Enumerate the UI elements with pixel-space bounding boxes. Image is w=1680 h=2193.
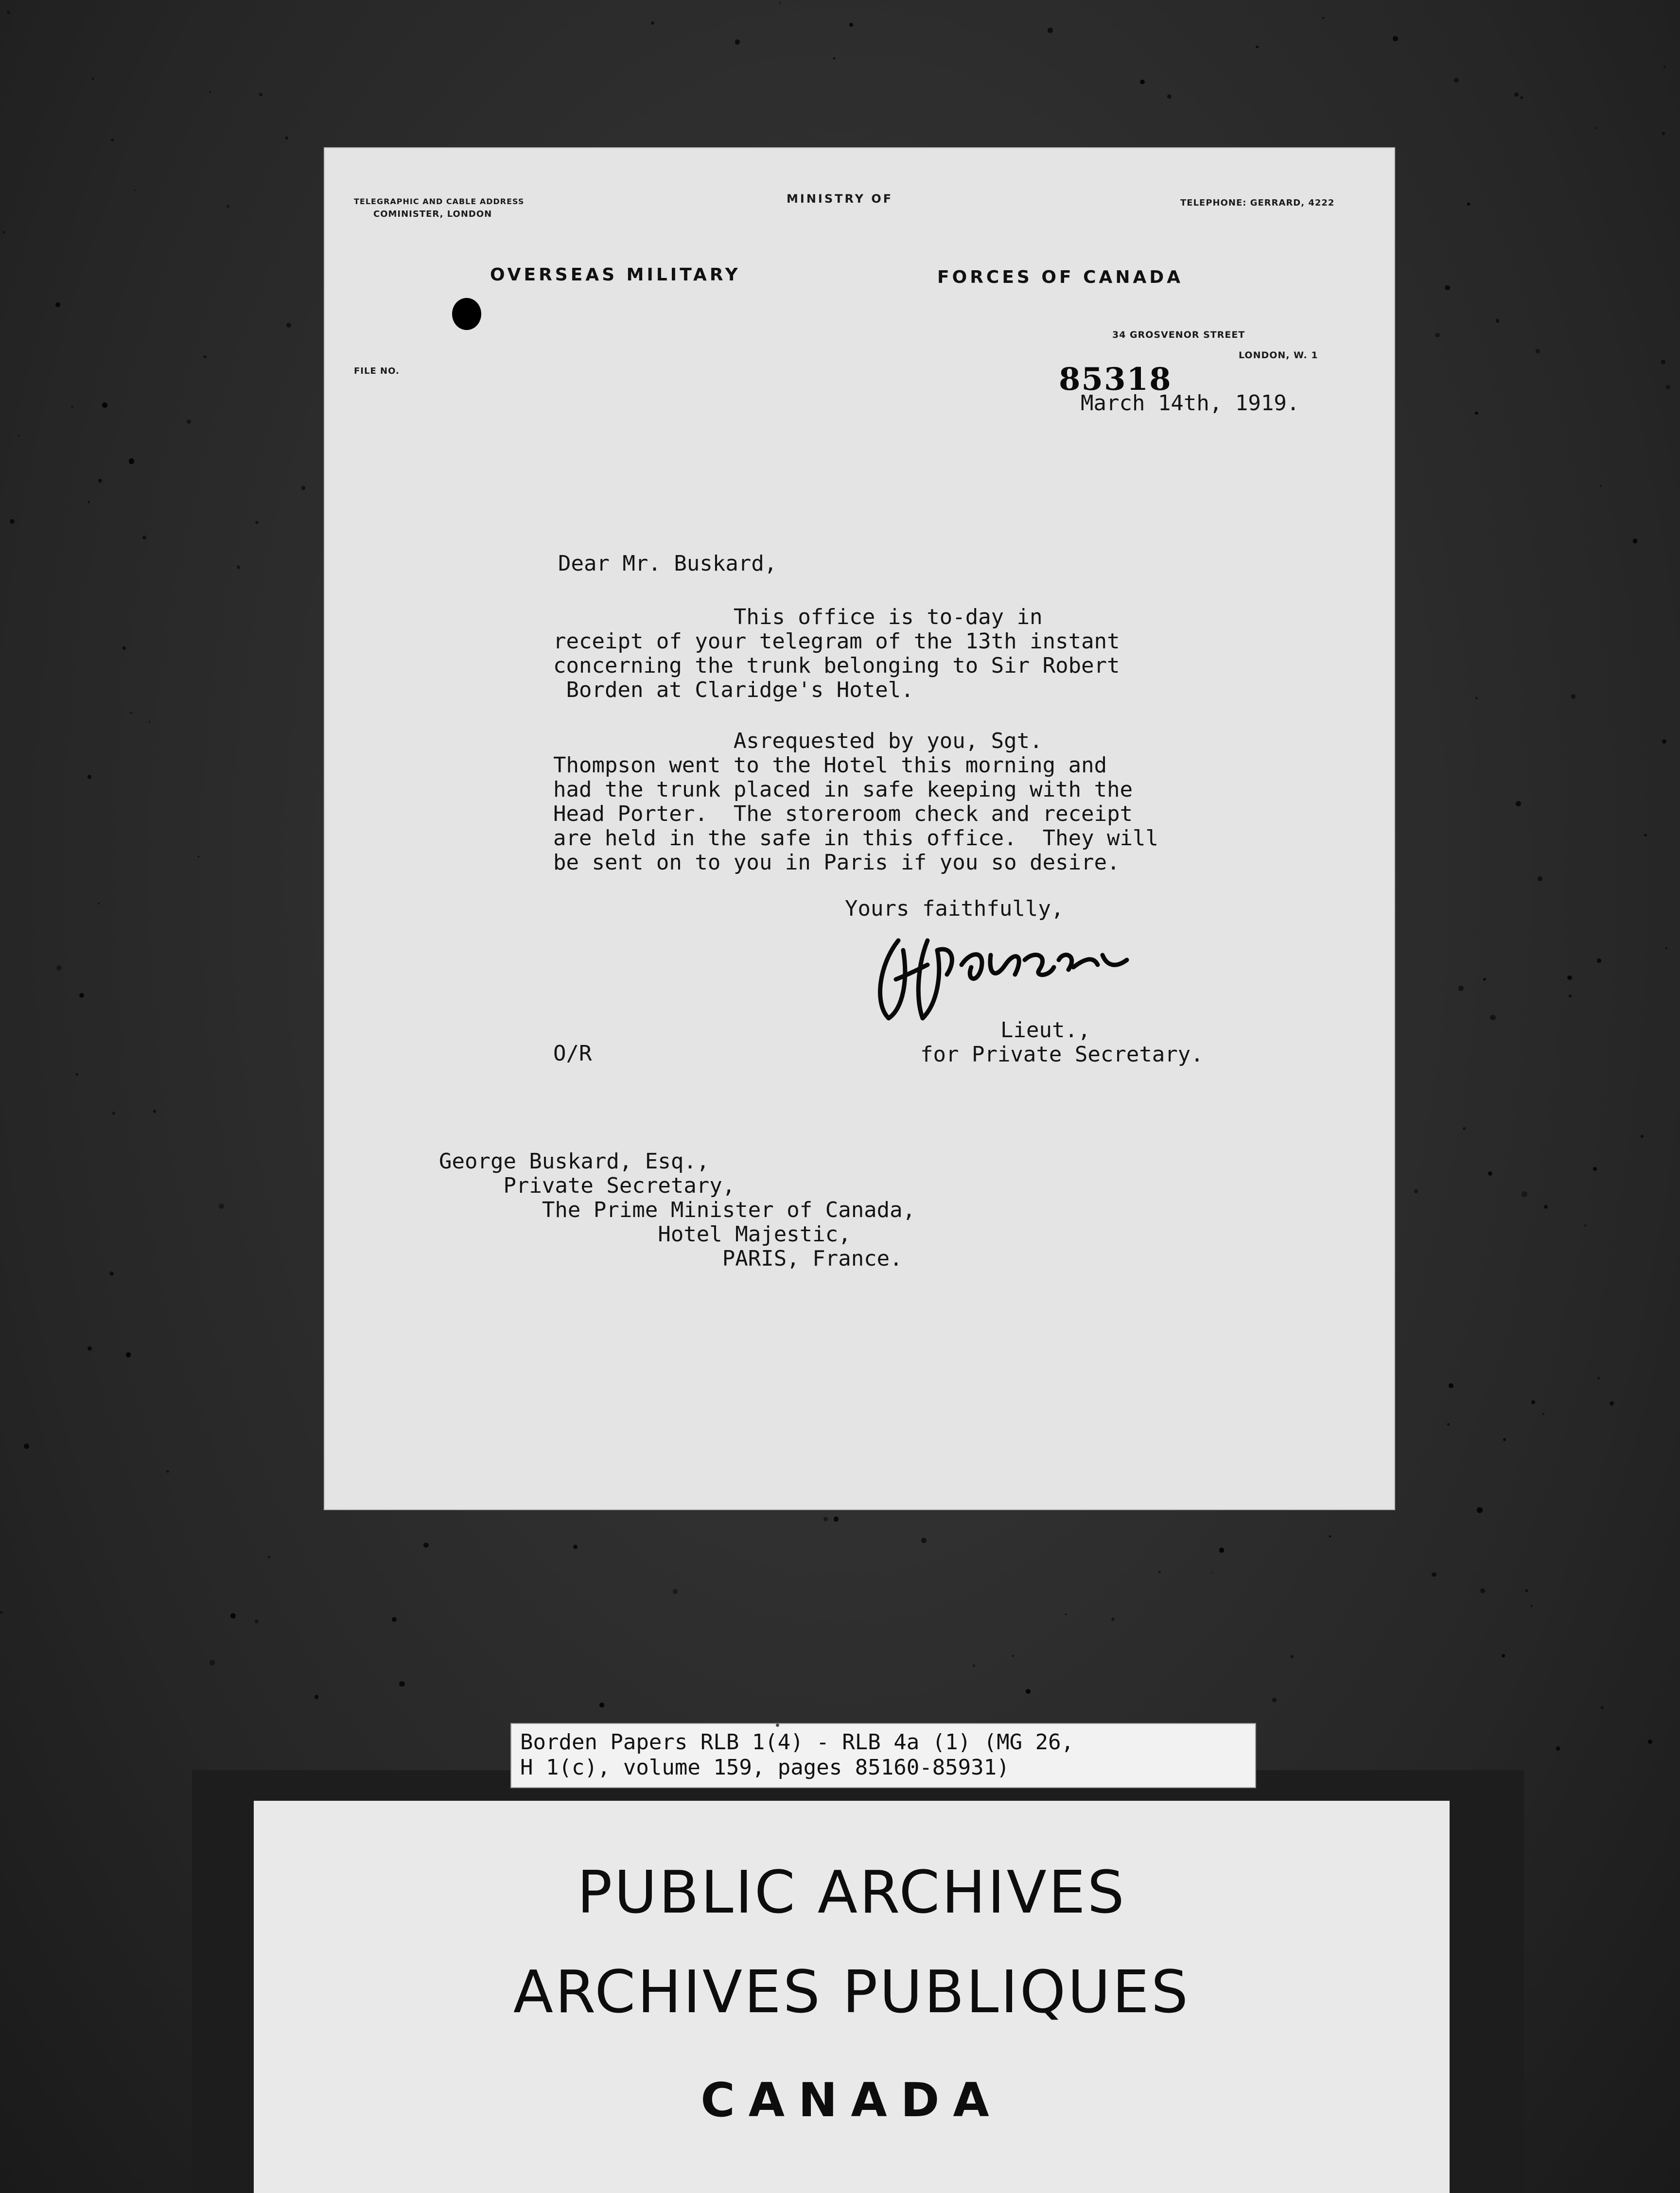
grain-speck xyxy=(599,1703,604,1707)
grain-speck xyxy=(1467,203,1470,206)
page-number-stamp: 85318 xyxy=(1059,361,1172,398)
archive-stamp-line-3: CANADA xyxy=(700,2073,1003,2127)
grain-speck xyxy=(1597,1377,1600,1379)
archive-stamp-line-2: ARCHIVES PUBLIQUES xyxy=(513,1959,1190,2026)
letter-salutation: Dear Mr. Buskard, xyxy=(558,551,777,576)
addressee-block: George Buskard, Esq., Private Secretary, The Prime Minister of Canada, Hotel Majestic, PARIS, France. xyxy=(439,1149,916,1271)
letterhead-telephone: TELEPHONE: GERRARD, 4222 xyxy=(1180,198,1335,208)
grain-speck xyxy=(1666,385,1670,389)
letterhead-name-left: OVERSEAS MILITARY xyxy=(490,265,741,285)
grain-speck xyxy=(1593,1167,1597,1171)
letterhead-address-city: LONDON, W. 1 xyxy=(1239,350,1318,361)
grain-speck xyxy=(1662,132,1665,135)
letterhead-cable-label: TELEGRAPHIC AND CABLE ADDRESS xyxy=(354,197,525,206)
grain-speck xyxy=(1219,1548,1225,1553)
grain-speck xyxy=(1502,1654,1505,1657)
grain-speck xyxy=(1449,1383,1453,1388)
grain-speck xyxy=(1475,697,1478,699)
grain-speck xyxy=(285,137,288,139)
grain-speck xyxy=(153,1110,157,1113)
grain-speck xyxy=(1445,285,1450,291)
grain-speck xyxy=(823,1517,828,1521)
grain-speck xyxy=(834,1516,839,1521)
grain-speck xyxy=(1256,46,1259,49)
letterhead-file-no-label: FILE NO. xyxy=(354,366,400,376)
grain-speck xyxy=(1432,1572,1436,1577)
grain-speck xyxy=(1633,539,1638,543)
grain-speck xyxy=(210,1660,215,1666)
grain-speck xyxy=(833,57,835,59)
grain-speck xyxy=(88,775,91,779)
typist-initials: O/R xyxy=(553,1041,592,1066)
punch-hole-mark xyxy=(452,298,481,330)
archive-stamp-card xyxy=(254,1801,1450,2193)
grain-speck xyxy=(1475,412,1478,415)
grain-speck xyxy=(1454,78,1459,83)
grain-speck xyxy=(2,231,6,234)
grain-speck xyxy=(1556,1746,1560,1751)
grain-speck xyxy=(1477,1507,1483,1513)
grain-speck xyxy=(779,2,781,4)
grain-speck xyxy=(1048,28,1052,33)
grain-speck xyxy=(1480,1588,1485,1593)
grain-speck xyxy=(187,419,191,424)
grain-speck xyxy=(973,1664,976,1667)
grain-speck xyxy=(1435,333,1439,337)
grain-speck xyxy=(1026,1689,1031,1694)
grain-speck xyxy=(673,1589,678,1594)
grain-speck xyxy=(315,1695,318,1699)
grain-speck xyxy=(122,646,126,650)
grain-speck xyxy=(255,521,259,524)
grain-speck xyxy=(651,21,654,25)
grain-speck xyxy=(98,479,102,483)
grain-speck xyxy=(1601,1706,1604,1709)
grain-speck xyxy=(1211,1572,1212,1573)
grain-speck xyxy=(1496,319,1499,322)
grain-speck xyxy=(1322,17,1324,19)
grain-speck xyxy=(1329,1535,1331,1537)
grain-speck xyxy=(102,402,107,407)
grain-speck xyxy=(0,1611,3,1614)
grain-speck xyxy=(1597,958,1601,962)
grain-speck xyxy=(1542,1413,1544,1415)
letterhead-address-street: 34 GROSVENOR STREET xyxy=(1112,330,1245,340)
grain-speck xyxy=(1531,1605,1532,1606)
grain-speck xyxy=(237,565,240,569)
grain-speck xyxy=(399,1681,404,1687)
letter-sheet xyxy=(325,148,1394,1509)
grain-speck xyxy=(1665,947,1667,949)
grain-speck xyxy=(7,11,10,14)
letterhead-ministry-of: MINISTRY OF xyxy=(787,192,893,206)
grain-speck xyxy=(18,435,19,436)
grain-speck xyxy=(1536,349,1540,353)
signer-title: Lieut., xyxy=(1000,1018,1091,1043)
grain-speck xyxy=(1520,96,1523,99)
letter-date: March 14th, 1919. xyxy=(1081,391,1300,416)
grain-speck xyxy=(1661,360,1665,364)
grain-speck xyxy=(301,486,305,490)
archive-stamp-line-1: PUBLIC ARCHIVES xyxy=(577,1859,1126,1927)
letterhead-cable-address: COMINISTER, LONDON xyxy=(373,209,492,219)
grain-speck xyxy=(1648,1740,1652,1744)
archive-reference-label xyxy=(510,1723,1256,1788)
grain-speck xyxy=(268,1556,270,1558)
letter-paragraph-2: Asrequested by you, Sgt. Thompson went to the Hotel this morning and had the trunk placed in safe keeping with the Head Porter. The storeroom check and receipt are held in the safe in this office. They will be sent on to you in Paris if you so desire. xyxy=(553,729,1159,875)
handwritten-signature xyxy=(869,921,1141,1033)
grain-speck xyxy=(1525,1589,1528,1592)
grain-speck xyxy=(1290,1655,1294,1658)
grain-speck xyxy=(1140,80,1144,84)
grain-speck xyxy=(1663,66,1665,68)
letter-closing: Yours faithfully, xyxy=(845,896,1064,921)
grain-speck xyxy=(92,78,94,80)
grain-speck xyxy=(10,519,15,524)
grain-speck xyxy=(1458,986,1464,991)
grain-speck xyxy=(1393,36,1398,41)
grain-speck xyxy=(1065,1614,1067,1615)
grain-speck xyxy=(1571,694,1575,698)
grain-speck xyxy=(130,712,132,714)
grain-speck xyxy=(1158,1571,1161,1573)
grain-speck xyxy=(79,993,84,998)
grain-speck xyxy=(255,1619,259,1623)
signer-role: for Private Secretary. xyxy=(920,1042,1204,1067)
grain-speck xyxy=(392,1617,397,1622)
grain-speck xyxy=(55,302,60,307)
grain-speck xyxy=(76,1073,78,1076)
grain-speck xyxy=(921,1538,927,1543)
letter-paragraph-1: This office is to-day in receipt of your telegram of the 13th instant concerning the trunk belonging to Sir Robert Borden at Claridge's Hotel. xyxy=(553,605,1120,702)
archive-reference-text: Borden Papers RLB 1(4) - RLB 4a (1) (MG 26, H 1(c), volume 159, pages 85160-85931) xyxy=(520,1730,1074,1780)
grain-speck xyxy=(1516,801,1521,806)
grain-speck xyxy=(1522,1191,1527,1197)
grain-speck xyxy=(109,1271,114,1276)
grain-speck xyxy=(1567,975,1572,980)
grain-speck xyxy=(230,1613,236,1619)
grain-speck xyxy=(129,458,134,464)
letterhead-name-right: FORCES OF CANADA xyxy=(937,267,1184,287)
